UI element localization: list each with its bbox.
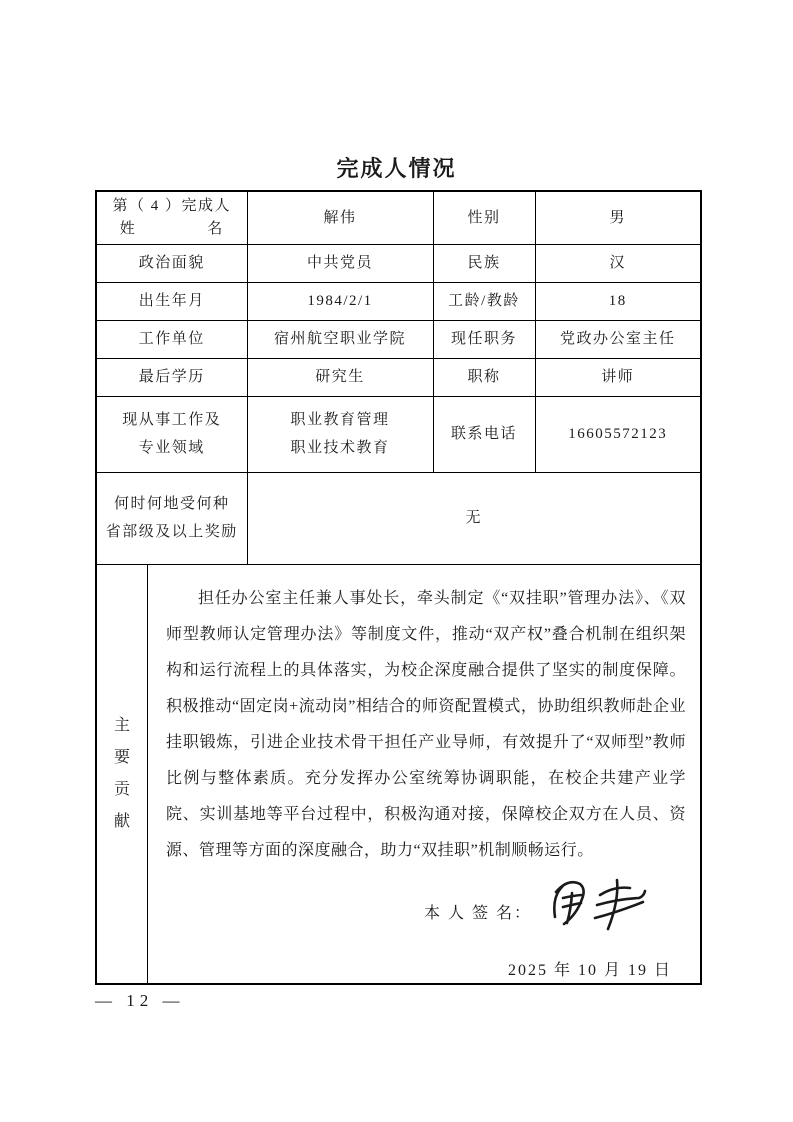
- awards-label-line1: 何时何地受何种: [113, 495, 230, 512]
- field-value-line2: 职业技术教育: [290, 440, 390, 456]
- table-row-political: [96, 244, 701, 282]
- cell-value-workunit: 宿州航空职业学院: [247, 320, 433, 358]
- table-row-education: [96, 358, 701, 396]
- name-label-xing: 姓: [119, 221, 137, 237]
- cell-label-seniority: 工龄/教龄: [433, 282, 535, 320]
- name-label-line2: [120, 217, 224, 241]
- name-label-line1: 第（ 4 ）完成人: [112, 197, 231, 214]
- field-label-line2: 专业领域: [138, 440, 205, 456]
- cell-label-political: 政治面貌: [96, 244, 247, 282]
- cell-contribution: [96, 564, 701, 984]
- cell-label-gender: 性别: [433, 191, 535, 244]
- cell-value-field: [247, 396, 433, 472]
- cell-value-seniority: 18: [535, 282, 701, 320]
- contribution-label-column: [97, 565, 148, 983]
- cell-value-name: 解伟: [247, 191, 433, 244]
- cell-value-education: 研究生: [247, 358, 433, 396]
- cell-label-ethnicity: 民族: [433, 244, 535, 282]
- field-value-line1: 职业教育管理: [290, 411, 390, 428]
- cell-label-name: [96, 191, 247, 244]
- name-label-ming: 名: [207, 221, 224, 237]
- cell-label-position: 现任职务: [433, 320, 535, 358]
- cell-value-ethnicity: 汉: [535, 244, 701, 282]
- cell-value-political: 中共党员: [247, 244, 433, 282]
- signature-label: 本 人 签 名：: [423, 904, 532, 922]
- page-number: — 12 —: [95, 991, 185, 1010]
- awards-label-line2: 省部级及以上奖励: [105, 524, 238, 540]
- cell-label-education: 最后学历: [96, 358, 247, 396]
- signature-row: [166, 871, 686, 937]
- cell-label-workunit: 工作单位: [96, 320, 247, 358]
- page-title: 完成人情况: [336, 156, 457, 181]
- table-row-awards: [96, 472, 701, 564]
- cell-value-gender: 男: [535, 191, 701, 244]
- table-row-name: [96, 191, 701, 244]
- cell-label-phone: 联系电话: [433, 396, 535, 472]
- cell-label-title: 职称: [433, 358, 535, 396]
- completer-info-table: [95, 190, 702, 985]
- table-row-birth: [96, 282, 701, 320]
- contribution-text: 担任办公室主任兼人事处长，牵头制定《“双挂职”管理办法》、《双师型教师认定管理办法》等制度文件，推动“双产权”叠合机制在组织架构和运行流程上的具体落实，为校企深度融合提供了坚实的制度保障。积极推动“固定岗+流动岗”相结合的师资配置模式，协助组织教师赴企业挂职锻炼，引进企业技术骨干担任产业导师，有效提升了“双师型”教师比例与整体素质。充分发挥办公室统筹协调职能，在校企共建产业学院、实训基地等平台过程中，积极沟通对接，保障校企双方在人员、资源、管理等方面的深度融合，助力“双挂职”机制顺畅运行。: [166, 589, 686, 859]
- cell-value-birth: 1984/2/1: [247, 282, 433, 320]
- cell-value-title: 讲师: [535, 358, 701, 396]
- contribution-label: 主要贡献: [113, 716, 130, 830]
- cell-label-birth: 出生年月: [96, 282, 247, 320]
- signature-date: 2025 年 10 月 19 日: [507, 961, 672, 979]
- cell-value-awards: 无: [247, 472, 701, 564]
- cell-value-position: 党政办公室主任: [535, 320, 701, 358]
- table-row-field: [96, 396, 701, 472]
- table-row-contribution: [96, 564, 701, 984]
- field-label-line1: 现从事工作及: [122, 411, 222, 428]
- contribution-body: [148, 565, 700, 983]
- table-row-workunit: [96, 320, 701, 358]
- cell-value-phone: 16605572123: [535, 396, 701, 472]
- cell-label-awards: [96, 472, 247, 564]
- cell-label-field: [96, 396, 247, 472]
- signature-image: [540, 871, 660, 937]
